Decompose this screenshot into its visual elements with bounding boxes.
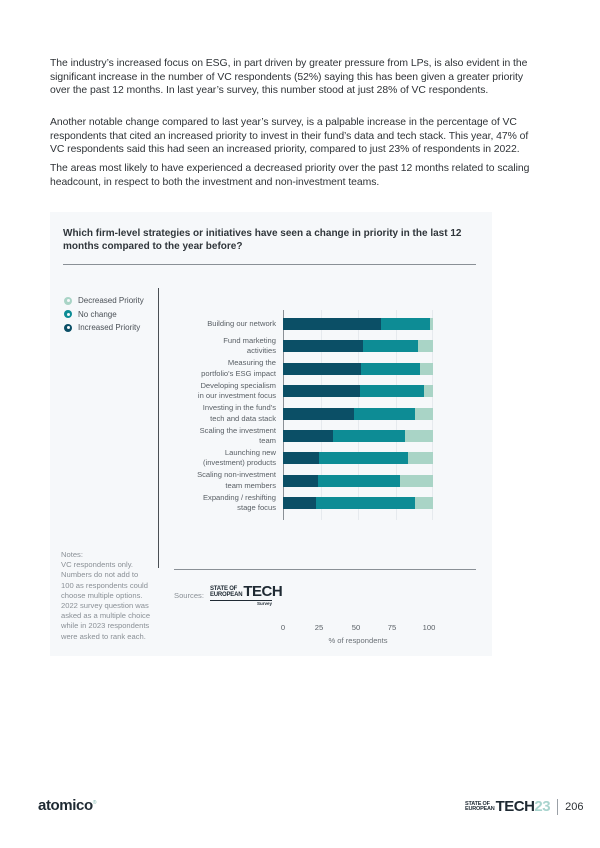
bar-segment-increased-priority xyxy=(283,340,363,352)
bar-segment-increased-priority xyxy=(283,408,354,420)
x-tick: 25 xyxy=(314,623,324,632)
chart-legend xyxy=(64,294,144,335)
sources-divider xyxy=(174,569,476,570)
footer-separator xyxy=(557,799,558,815)
bar-segment-decreased-priority xyxy=(400,475,433,487)
bar-label-line: portfolio's ESG impact xyxy=(201,368,276,378)
footer-report-badge xyxy=(465,799,583,815)
legend-label: No change xyxy=(78,309,117,319)
logo-line-1: STATE OF xyxy=(209,586,238,592)
bar-segment-increased-priority xyxy=(283,318,381,330)
bar-label xyxy=(166,358,276,379)
brand-name: atomico xyxy=(38,797,93,814)
bar-segment-increased-priority xyxy=(283,385,360,397)
x-tick: 50 xyxy=(351,623,361,632)
bar-label-line: Launching new xyxy=(224,447,276,457)
body-paragraph-decreased: The areas most likely to have experienced a decreased priority over the past 12 months related to scaling headcount, in respect to both the investment and non-investment teams. xyxy=(50,163,530,188)
bar-segment-no-change xyxy=(316,497,415,509)
report-year: 23 xyxy=(534,798,551,815)
state-of-european-tech-survey-logo xyxy=(210,585,282,606)
bar-row xyxy=(283,452,433,464)
logo-survey: Survey xyxy=(256,601,272,606)
bar-label xyxy=(166,426,276,447)
bar-segment-no-change xyxy=(360,385,425,397)
vertical-divider xyxy=(158,288,159,568)
legend-dot-icon xyxy=(64,297,72,305)
bar-segment-no-change xyxy=(361,363,420,375)
bar-row xyxy=(283,475,433,487)
bar-segment-decreased-priority xyxy=(408,452,434,464)
bar-label-line: Measuring the xyxy=(227,358,276,368)
x-tick: 75 xyxy=(387,623,397,632)
legend-item-increased xyxy=(64,321,144,335)
report-tech: TECH xyxy=(495,798,535,815)
notes-text: VC respondents only. Numbers do not add to 100 as respondents could choose multiple options. 2022 survey question was asked as a multiple choice while in 2023 respondents were asked to rank each. xyxy=(61,560,151,641)
bar-label xyxy=(166,403,276,424)
bar-segment-decreased-priority xyxy=(415,497,433,509)
bar-row xyxy=(283,408,433,420)
bar-segment-decreased-priority xyxy=(415,408,433,420)
bar-segment-no-change xyxy=(363,340,419,352)
notes-heading: Notes: xyxy=(61,550,83,559)
registered-mark-icon: ® xyxy=(92,800,97,806)
bar-label xyxy=(166,319,276,330)
bar-row xyxy=(283,430,433,442)
report-line-1: STATE OF xyxy=(465,800,490,807)
bar-label-line: (investment) products xyxy=(202,458,276,468)
bar-label-line: Scaling the investment xyxy=(199,425,276,435)
bar-label-line: stage focus xyxy=(237,503,276,513)
bar-label-line: team xyxy=(259,436,276,445)
atomico-logo xyxy=(38,797,96,814)
bar-segment-increased-priority xyxy=(283,497,316,509)
legend-dot-icon xyxy=(64,310,72,318)
bar-segment-decreased-priority xyxy=(418,340,433,352)
x-tick: 0 xyxy=(280,623,286,632)
sources-label: Sources: xyxy=(174,591,204,600)
bar-segment-increased-priority xyxy=(283,452,319,464)
bar-segment-no-change xyxy=(354,408,416,420)
bar-segment-increased-priority xyxy=(283,363,361,375)
bar-label xyxy=(166,336,276,357)
bar-row xyxy=(283,363,433,375)
bar-segment-no-change xyxy=(381,318,431,330)
bar-label xyxy=(166,493,276,514)
bar-segment-decreased-priority xyxy=(424,385,433,397)
bar-row xyxy=(283,385,433,397)
report-logo-small xyxy=(465,802,495,813)
legend-label: Increased Priority xyxy=(78,323,141,333)
legend-item-decreased xyxy=(64,294,144,308)
bar-row xyxy=(283,497,433,509)
body-paragraph-esg: The industry’s increased focus on ESG, in part driven by greater pressure from LPs, is also evident in the significant increase in the number of VC respondents (52%) saying this has been given a greater priority over the past 12 months. In last year’s survey, this number stood at just 28% of VC respondents. xyxy=(50,58,528,97)
bar-label xyxy=(166,448,276,469)
report-line-2: EUROPEAN xyxy=(465,806,495,812)
logo-tech: TECH xyxy=(243,583,283,600)
bar-row xyxy=(283,318,433,330)
bar-label-line: tech and data stack xyxy=(210,413,276,423)
x-axis-label: % of respondents xyxy=(328,636,388,645)
bar-label-line: Investing in the fund's xyxy=(202,403,276,413)
bar-label xyxy=(166,470,276,491)
bar-segment-decreased-priority xyxy=(420,363,434,375)
body-paragraph-tech-stack: Another notable change compared to last year’s survey, is a palpable increase in the percentage of VC respondents that cited an increased priority to invest in their fund’s data and tech stack. This year, 47% of VC respondents said this had seen an increased priority, compared to just 23% of respondents in 2022. xyxy=(50,117,529,156)
legend-label: Decreased Priority xyxy=(78,296,144,306)
bar-label-line: in our investment focus xyxy=(197,391,276,401)
legend-dot-icon xyxy=(64,324,72,332)
chart-title: Which firm-level strategies or initiatives have seen a change in priority in the last 12 months compared to the year before? xyxy=(63,228,462,252)
bar-label-line: activities xyxy=(246,346,276,356)
bar-label-line: Developing specialism xyxy=(200,380,276,390)
legend-item-no-change xyxy=(64,308,144,322)
chart-panel xyxy=(50,212,492,656)
sources xyxy=(174,585,282,606)
page-number: 206 xyxy=(565,801,584,813)
bar-segment-no-change xyxy=(333,430,405,442)
bar-segment-decreased-priority xyxy=(430,318,433,330)
x-tick: 100 xyxy=(422,623,436,632)
logo-line-2: EUROPEAN xyxy=(209,592,243,598)
chart-notes xyxy=(61,550,151,642)
bar-segment-no-change xyxy=(319,452,408,464)
bar-label-line: Building our network xyxy=(207,318,276,328)
bar-segment-increased-priority xyxy=(283,430,333,442)
title-divider xyxy=(63,264,476,265)
bar-segment-no-change xyxy=(318,475,401,487)
bar-row xyxy=(283,340,433,352)
bar-label-line: Scaling non-investment xyxy=(197,470,276,480)
bar-label-line: Expanding / reshifting xyxy=(202,492,276,502)
bar-label-line: team members xyxy=(225,480,276,490)
bar-segment-decreased-priority xyxy=(405,430,434,442)
bar-label-line: Fund marketing xyxy=(223,335,276,345)
bar-segment-increased-priority xyxy=(283,475,318,487)
bar-label xyxy=(166,381,276,402)
